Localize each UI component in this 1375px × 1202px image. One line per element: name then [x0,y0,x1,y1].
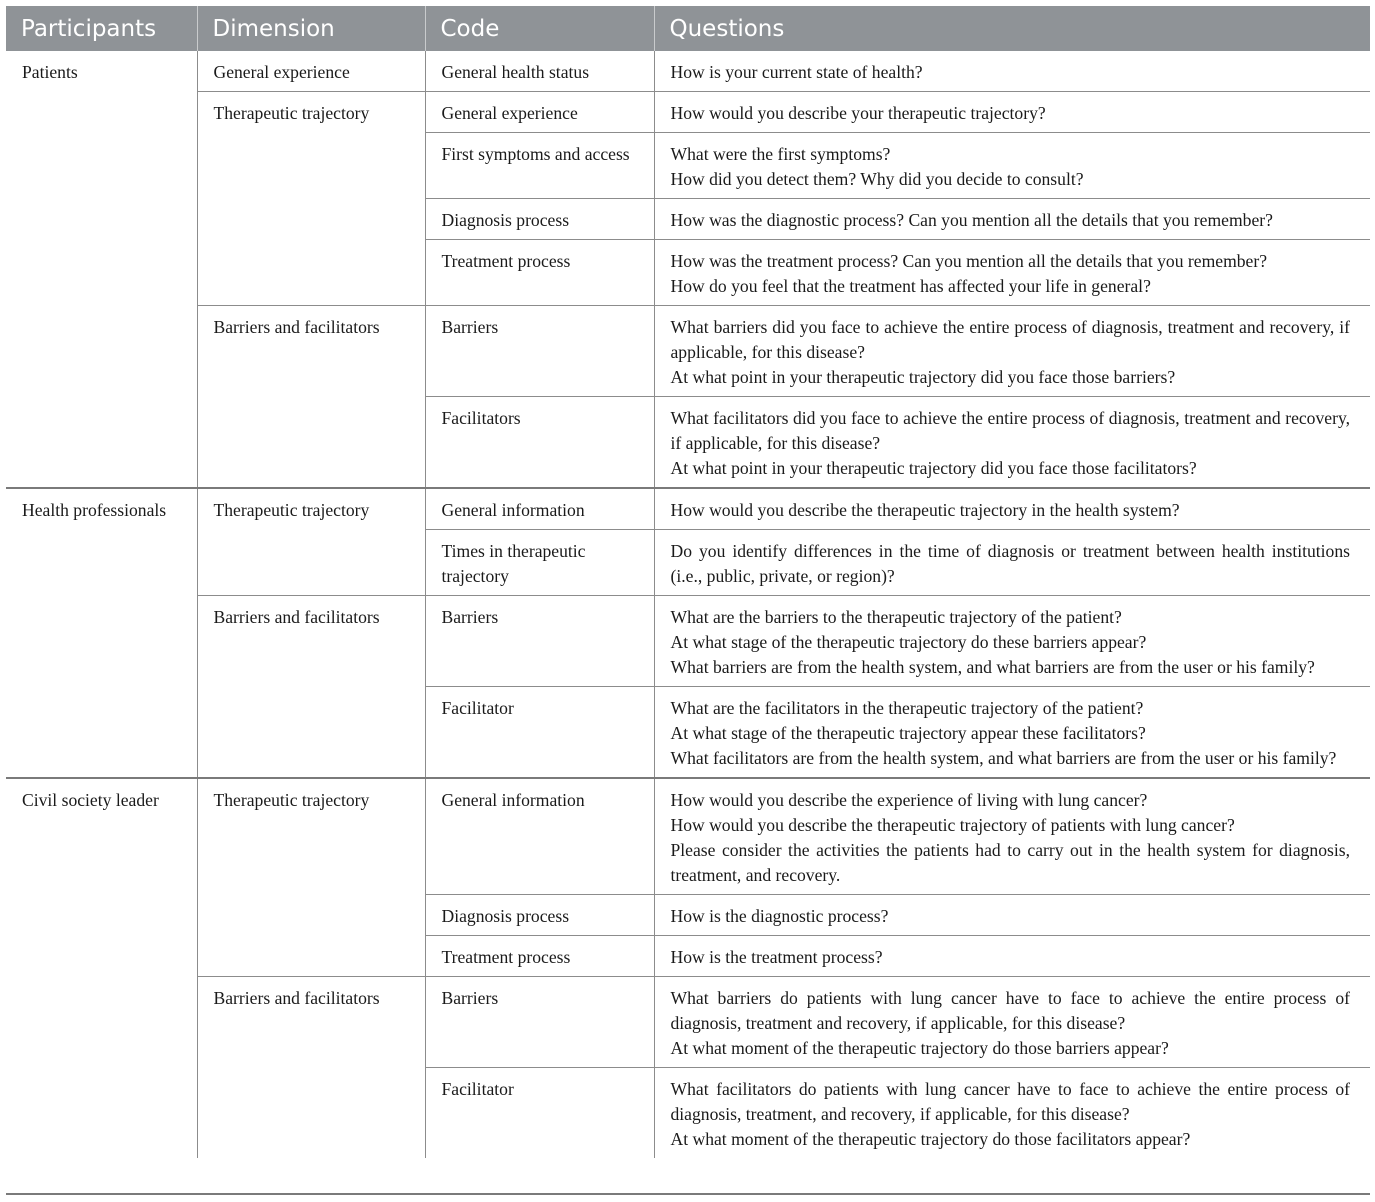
code-cell: Diagnosis process [425,199,654,240]
header-code: Code [425,6,654,51]
questions-cell [654,596,1370,687]
questions-cell [654,397,1370,489]
question-text: How did you detect them? Why did you decide to consult? [670,169,1084,189]
code-cell: General information [425,488,654,530]
dimension-cell: Barriers and facilitators [197,306,425,489]
questions-cell [654,133,1370,199]
question-text: What facilitators do patients with lung cancer have to face to achieve the entire process of diagnosis, treatment, and recovery, if applicable, for this disease? [670,1079,1350,1124]
code-cell: Facilitators [425,397,654,489]
question-text: How do you feel that the treatment has affected your life in general? [670,276,1151,296]
question-text: How was the diagnostic process? Can you mention all the details that you remember? [670,210,1273,230]
code-cell: Barriers [425,977,654,1068]
table-row [6,488,1370,530]
question-text: How would you describe your therapeutic trajectory? [670,103,1046,123]
question-text: How is the treatment process? [670,947,883,967]
table-row [6,977,1370,1068]
question-text: What facilitators did you face to achieve the entire process of diagnosis, treatment and recovery, if applicable, for this disease? [670,408,1350,453]
code-cell: Barriers [425,306,654,397]
question-text: What barriers did you face to achieve the entire process of diagnosis, treatment and recovery, if applicable, for this disease? [670,317,1350,362]
dimension-cell: General experience [197,51,425,92]
questions-cell [654,936,1370,977]
code-cell: Times in therapeutic trajectory [425,530,654,596]
questions-cell [654,199,1370,240]
code-cell: General health status [425,51,654,92]
questions-cell [654,778,1370,895]
question-text: What barriers are from the health system, and what barriers are from the user or his family? [670,657,1315,677]
questions-cell [654,1068,1370,1159]
interview-guide-table [6,6,1370,1158]
question-text: Do you identify differences in the time of diagnosis or treatment between health institutions (i.e., public, private, or region)? [670,541,1350,586]
table-row [6,778,1370,895]
question-text: How was the treatment process? Can you mention all the details that you remember? [670,251,1268,271]
header-questions: Questions [654,6,1370,51]
table-row [6,596,1370,687]
questions-cell [654,530,1370,596]
code-cell: Facilitator [425,1068,654,1159]
question-text: How is the diagnostic process? [670,906,889,926]
question-text: How is your current state of health? [670,62,923,82]
question-text: How would you describe the therapeutic trajectory in the health system? [670,500,1180,520]
participant-cell: Health professionals [6,488,197,778]
question-text: At what point in your therapeutic trajectory did you face those barriers? [670,367,1176,387]
table-row [6,51,1370,92]
table-bottom-rule [6,1193,1370,1195]
question-text: What were the first symptoms? [670,144,891,164]
code-cell: Barriers [425,596,654,687]
question-text: Please consider the activities the patients had to carry out in the health system for diagnosis, treatment, and recovery. [670,840,1350,885]
questions-cell [654,488,1370,530]
question-text: At what point in your therapeutic trajectory did you face those facilitators? [670,458,1197,478]
dimension-cell: Barriers and facilitators [197,977,425,1159]
questions-cell [654,977,1370,1068]
question-text: What barriers do patients with lung cancer have to face to achieve the entire process of diagnosis, treatment and recovery, if applicable, for this disease? [670,988,1350,1033]
questions-cell [654,92,1370,133]
questions-cell [654,51,1370,92]
question-text: At what moment of the therapeutic trajectory do those barriers appear? [670,1038,1169,1058]
question-text: What are the facilitators in the therapeutic trajectory of the patient? [670,698,1144,718]
questions-cell [654,895,1370,936]
questions-cell [654,306,1370,397]
questions-cell [654,240,1370,306]
table-body [6,51,1370,1158]
header-participants: Participants [6,6,197,51]
dimension-cell: Therapeutic trajectory [197,488,425,596]
code-cell: Facilitator [425,687,654,779]
code-cell: First symptoms and access [425,133,654,199]
question-text: At what stage of the therapeutic trajectory do these barriers appear? [670,632,1147,652]
dimension-cell: Therapeutic trajectory [197,778,425,977]
participant-cell: Patients [22,62,78,82]
code-cell: Treatment process [425,240,654,306]
question-text: What are the barriers to the therapeutic trajectory of the patient? [670,607,1122,627]
question-text: How would you describe the therapeutic trajectory of patients with lung cancer? [670,815,1235,835]
question-text: At what moment of the therapeutic trajectory do those facilitators appear? [670,1129,1191,1149]
questions-cell [654,687,1370,779]
participant-cell: Civil society leader [6,778,197,1158]
code-cell: Diagnosis process [425,895,654,936]
code-cell: Treatment process [425,936,654,977]
table-row [6,306,1370,397]
table-header [6,6,1370,51]
code-cell: General experience [425,92,654,133]
dimension-cell: Therapeutic trajectory [197,92,425,306]
dimension-cell: Barriers and facilitators [197,596,425,779]
header-dimension: Dimension [197,6,425,51]
header-row [6,6,1370,51]
question-text: At what stage of the therapeutic trajectory appear these facilitators? [670,723,1146,743]
interview-guide-table-wrapper [6,6,1370,1158]
question-text: What facilitators are from the health system, and what barriers are from the user or his family? [670,748,1337,768]
code-cell: General information [425,778,654,895]
table-row [6,92,1370,133]
question-text: How would you describe the experience of living with lung cancer? [670,790,1148,810]
